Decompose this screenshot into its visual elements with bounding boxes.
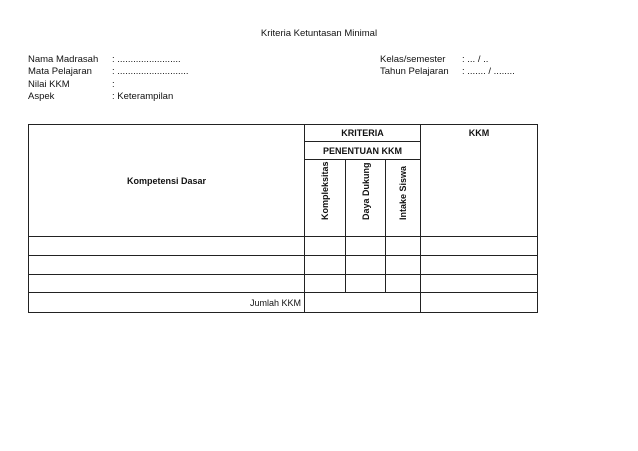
kriteria-header: KRITERIA: [305, 125, 421, 142]
kkm-header: KKM: [421, 125, 538, 237]
table-row: [29, 237, 538, 256]
intake-siswa-label: Intake Siswa: [398, 165, 408, 220]
daya-dukung-label: Daya Dukung: [360, 162, 371, 220]
kd-cell: [29, 237, 305, 256]
info-right-labels: [380, 54, 449, 79]
jumlah-kkm-value-cell: [421, 293, 538, 313]
nilai-kkm-value: :: [112, 78, 115, 90]
kompleksitas-header: [305, 160, 346, 237]
kkm-cell: [421, 256, 538, 275]
kkm-table: [28, 124, 538, 313]
kompetensi-dasar-header: Kompetensi Dasar: [29, 125, 305, 237]
mata-pelajaran-label: Mata Pelajaran: [28, 66, 92, 78]
aspek-label: Aspek: [28, 91, 55, 103]
kkm-cell: [421, 275, 538, 293]
jumlah-kkm-criteria-cell: [305, 293, 421, 313]
daya-dukung-header: [346, 160, 386, 237]
daya-dukung-cell: [346, 275, 386, 293]
tahun-pelajaran-label: Tahun Pelajaran: [380, 66, 449, 78]
intake-siswa-cell: [386, 256, 421, 275]
aspek-value: : Keterampilan: [112, 91, 174, 103]
intake-siswa-header: [386, 160, 421, 237]
info-right-values: [462, 54, 515, 79]
table-row: [29, 275, 538, 293]
kd-cell: [29, 275, 305, 293]
nama-madrasah-value: : ........................: [112, 54, 181, 65]
kompleksitas-cell: [305, 275, 346, 293]
intake-siswa-cell: [386, 237, 421, 256]
kompleksitas-cell: [305, 237, 346, 256]
jumlah-kkm-row: [29, 293, 538, 313]
mata-pelajaran-value: : ...........................: [112, 66, 189, 78]
kompleksitas-label: Kompleksitas: [320, 161, 330, 220]
kelas-semester-value: : ... / ..: [462, 54, 489, 65]
nilai-kkm-label: Nilai KKM: [28, 78, 70, 90]
tahun-pelajaran-value: : ....... / ........: [462, 66, 515, 78]
kd-cell: [29, 256, 305, 275]
daya-dukung-cell: [346, 237, 386, 256]
info-left-values: [112, 54, 189, 104]
intake-siswa-cell: [386, 275, 421, 293]
table-row: [29, 256, 538, 275]
jumlah-kkm-label: Jumlah KKM: [29, 293, 305, 313]
nama-madrasah-label: Nama Madrasah: [28, 54, 99, 65]
kelas-semester-label: Kelas/semester: [380, 54, 446, 65]
daya-dukung-cell: [346, 256, 386, 275]
kkm-cell: [421, 237, 538, 256]
document-title: Kriteria Ketuntasan Minimal: [260, 28, 378, 39]
info-left-labels: [28, 54, 98, 104]
kompleksitas-cell: [305, 256, 346, 275]
penentuan-kkm-header: PENENTUAN KKM: [305, 142, 421, 160]
